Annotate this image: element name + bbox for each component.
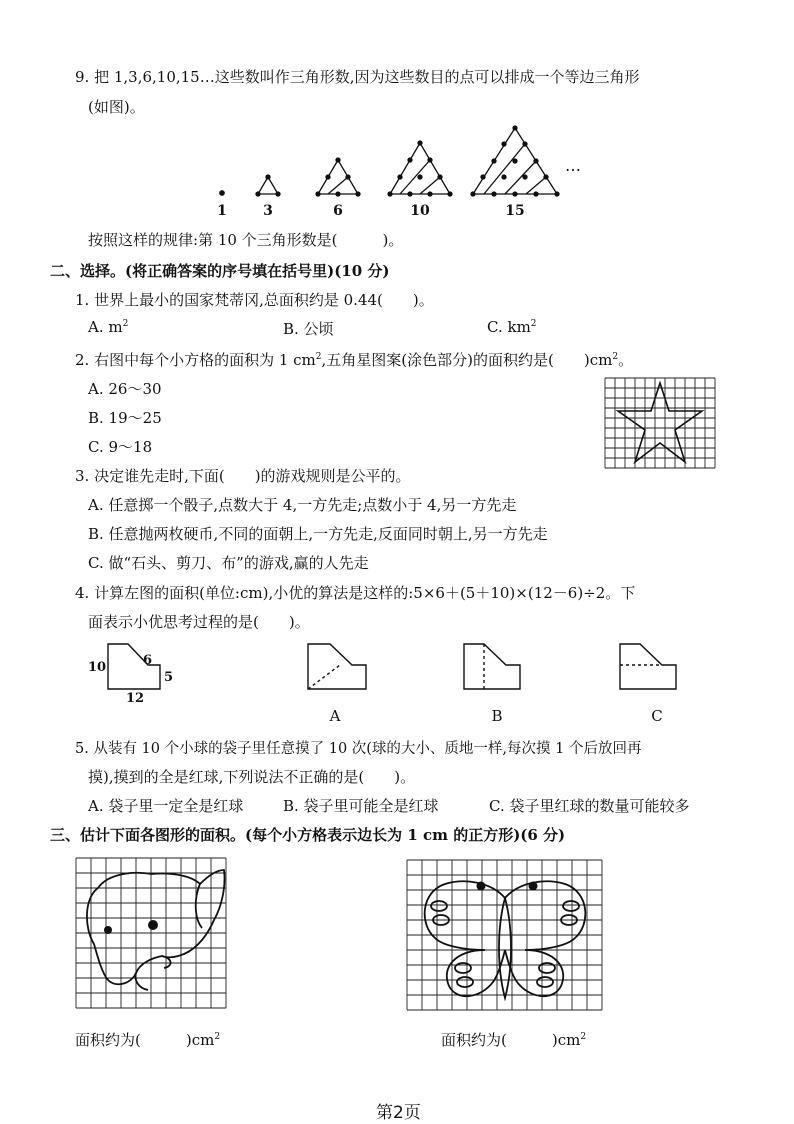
q5-option-c: C. 袋子里红球的数量可能较多 [489, 797, 690, 815]
section3-title: 三、估计下面各图形的面积。(每个小方格表示边长为 1 cm 的正方形)(6 分) [50, 826, 566, 844]
butterfly-drawing [425, 881, 586, 998]
q4-line2: 面表示小优思考过程的是( )。 [88, 613, 310, 631]
section2-title: 二、选择。(将正确答案的序号填在括号里)(10 分) [50, 262, 390, 280]
q4-line1: 4. 计算左图的面积(单位:cm),小优的算法是这样的:5×6＋(5＋10)×(12－6)÷2。下 [75, 584, 636, 602]
elephant-eye-left [104, 926, 112, 934]
q5-line1: 5. 从装有 10 个小球的袋子里任意摸了 10 次(球的大小、质地一样,每次摸 1 个后放回再 [75, 741, 642, 757]
q4-label-c: C [651, 707, 663, 725]
elephant-area-answer: 面积约为( )$cm^2$ [75, 1031, 221, 1049]
q4-main-shape [108, 644, 160, 689]
q3-option-b: B. 任意抛两枚硬币,不同的面朝上,一方先走,反面同时朝上,另一方先走 [88, 525, 548, 543]
q5-option-b: B. 袋子里可能全是红球 [283, 797, 439, 815]
q4-dim-5: 5 [164, 670, 174, 685]
q3-stem: 3. 决定谁先走时,下面( )的游戏规则是公平的。 [75, 467, 411, 485]
q9-line1: 9. 把 1,3,6,10,15…这些数叫作三角形数,因为这些数目的点可以排成一个等边三角形 [75, 68, 640, 86]
q2-option-b: B. 19～25 [88, 409, 162, 427]
q4-label-a: A [329, 707, 341, 725]
q4-shape-b [464, 644, 520, 689]
butterfly-dot-left [477, 882, 486, 891]
tri-label-1: 1 [217, 203, 227, 219]
tri-label-15: 15 [505, 203, 525, 219]
q1-stem: 1. 世界上最小的国家梵蒂冈,总面积约是 0.44( )。 [75, 291, 434, 309]
q9-question: 按照这样的规律:第 10 个三角形数是( )。 [88, 231, 404, 249]
butterfly-dot-right [529, 882, 538, 891]
elephant-eye-right [148, 920, 158, 930]
elephant-grid-figure [76, 858, 230, 1012]
q2-option-c: C. 9～18 [88, 438, 153, 456]
tri-label-6: 6 [333, 203, 343, 219]
q2-stem: 2. 右图中每个小方格的面积为 1 $cm^2$,五角星图案(涂色部分)的面积约是( )$cm^2$。 [75, 351, 634, 369]
q5-option-a: A. 袋子里一定全是红球 [88, 797, 244, 815]
page-number: 第2页 [376, 1103, 421, 1123]
butterfly-area-answer: 面积约为( )$cm^2$ [441, 1031, 587, 1049]
q1-option-c: C. $km^2$ [487, 318, 537, 336]
q2-option-a: A. 26～30 [88, 380, 162, 398]
tri-label-3: 3 [263, 203, 273, 219]
q4-label-b: B [491, 707, 503, 725]
q9-line2: (如图)。 [88, 98, 145, 116]
q1-option-b: B. 公顷 [283, 320, 334, 338]
q1-option-a: A. $m^2$ [88, 318, 129, 336]
q3-option-c: C. 做“石头、剪刀、布”的游戏,赢的人先走 [88, 554, 369, 572]
tri-label-10: 10 [410, 203, 430, 219]
q3-option-a: A. 任意掷一个骰子,点数大于 4,一方先走;点数小于 4,另一方先走 [88, 496, 517, 514]
q9-ellipsis: … [565, 156, 581, 175]
q4-dim-10: 10 [88, 660, 107, 675]
q4-dim-6: 6 [143, 653, 153, 668]
q5-line2: 摸),摸到的全是红球,下列说法不正确的是( )。 [88, 768, 416, 786]
q4-shape-c [620, 644, 676, 689]
butterfly-grid-figure [405, 858, 605, 1018]
q4-dim-12: 12 [126, 691, 145, 706]
